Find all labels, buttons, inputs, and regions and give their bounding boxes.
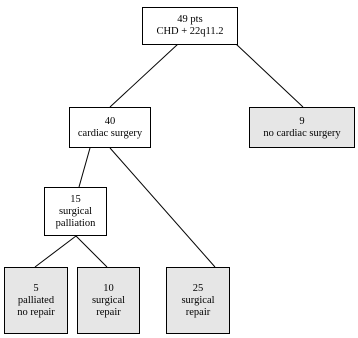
palliation-then-repair-node bbox=[77, 267, 140, 334]
no-cardiac-surgery-node bbox=[249, 107, 355, 148]
root-label: CHD + 22q11.2 bbox=[156, 26, 224, 37]
edge-cardiac-surgery-to-palliation bbox=[79, 148, 90, 187]
root-count: 49 pts bbox=[177, 14, 203, 25]
palliation-then-repair-line1: surgical bbox=[91, 294, 126, 306]
edge-root-to-cardiac-surgery bbox=[110, 44, 178, 107]
no-cardiac-surgery-count: 9 bbox=[299, 115, 305, 127]
palliated-no-repair-line2: no repair bbox=[17, 306, 55, 318]
direct-repair-line1: surgical bbox=[181, 294, 215, 306]
direct-repair-node bbox=[166, 267, 230, 334]
edge-palliation-to-no-repair bbox=[35, 236, 76, 267]
palliation-then-repair-count: 10 bbox=[103, 282, 114, 294]
surgical-palliation-line2: palliation bbox=[55, 217, 96, 229]
root-node bbox=[142, 7, 238, 45]
direct-repair-line2: repair bbox=[185, 306, 211, 318]
no-cardiac-surgery-label: no cardiac surgery bbox=[263, 127, 341, 139]
palliated-no-repair-line1: palliated bbox=[17, 294, 55, 306]
edge-root-to-no-cardiac-surgery bbox=[236, 44, 303, 107]
palliated-no-repair-node bbox=[4, 267, 68, 334]
cardiac-surgery-node bbox=[69, 107, 151, 148]
surgical-palliation-line1: surgical bbox=[58, 205, 93, 217]
palliation-then-repair-line2: repair bbox=[96, 306, 121, 318]
surgical-palliation-count: 15 bbox=[70, 193, 81, 205]
cardiac-surgery-label: cardiac surgery bbox=[77, 127, 143, 139]
palliated-no-repair-count: 5 bbox=[33, 282, 39, 294]
direct-repair-count: 25 bbox=[192, 282, 204, 294]
cardiac-surgery-count: 40 bbox=[104, 115, 116, 127]
edge-cardiac-surgery-to-direct-repair bbox=[110, 148, 215, 267]
edge-palliation-to-repair bbox=[76, 236, 107, 267]
surgical-palliation-node bbox=[44, 187, 107, 236]
